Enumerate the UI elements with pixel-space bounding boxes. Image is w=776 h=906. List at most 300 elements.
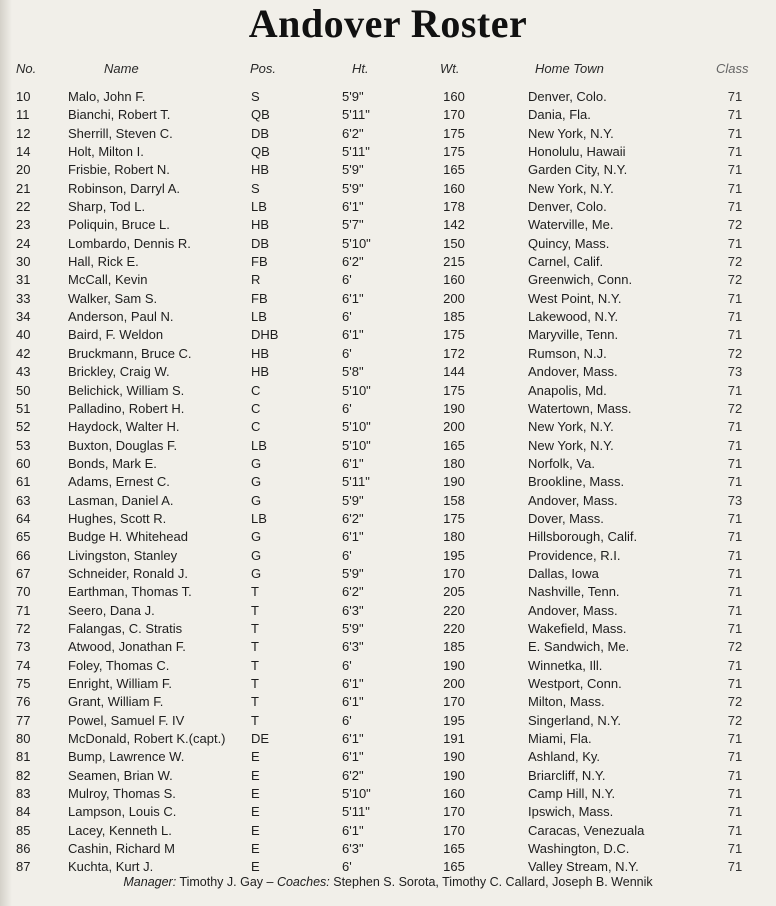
player-class: 71 (727, 382, 743, 398)
table-row (0, 125, 776, 143)
player-class: 72 (727, 639, 743, 655)
player-name: Sherrill, Steven C. (68, 125, 173, 141)
staff-footer (0, 875, 776, 889)
player-position: QB (251, 144, 270, 160)
player-weight: 205 (443, 584, 465, 600)
player-name: Poliquin, Bruce L. (68, 217, 170, 233)
player-name: Hall, Rick E. (68, 254, 139, 270)
player-number: 34 (16, 309, 31, 325)
player-home-town: Westport, Conn. (528, 676, 622, 691)
player-number: 60 (16, 455, 31, 471)
table-row (0, 143, 776, 161)
player-class: 72 (727, 345, 743, 361)
player-position: E (251, 749, 260, 765)
table-row (0, 437, 776, 455)
player-weight: 185 (443, 639, 465, 655)
player-position: FB (251, 254, 268, 270)
player-position: E (251, 804, 260, 820)
player-number: 22 (16, 199, 31, 215)
table-row (0, 840, 776, 858)
player-position: T (251, 584, 259, 600)
player-weight: 220 (443, 620, 465, 636)
player-height: 5'9" (342, 565, 364, 581)
player-home-town: Hillsborough, Calif. (528, 529, 638, 545)
player-name: Sharp, Tod L. (68, 199, 146, 215)
player-class: 71 (727, 162, 743, 178)
player-weight: 175 (443, 144, 465, 160)
player-class: 71 (727, 657, 743, 673)
table-row (0, 290, 776, 308)
table-row (0, 638, 776, 656)
player-home-town: Lakewood, N.Y. (528, 309, 619, 325)
player-class: 72 (727, 712, 743, 728)
footer-separator: – (266, 875, 274, 889)
player-height: 6' (342, 272, 352, 288)
player-height: 6'1" (342, 327, 364, 343)
player-name: Grant, William F. (68, 694, 164, 710)
player-weight: 200 (443, 419, 465, 435)
player-class: 71 (727, 144, 743, 160)
player-home-town: Garden City, N.Y. (528, 162, 628, 178)
player-name: Budge H. Whitehead (68, 529, 188, 545)
player-height: 5'9" (342, 89, 364, 104)
player-height: 6' (342, 712, 352, 728)
player-name: Cashin, Richard M (68, 841, 175, 857)
header-no: No. (16, 61, 37, 76)
player-number: 83 (16, 786, 31, 802)
player-height: 5'11" (342, 474, 370, 490)
player-class: 72 (727, 217, 743, 233)
player-position: HB (251, 345, 270, 361)
player-position: T (251, 712, 259, 728)
player-height: 6' (342, 859, 352, 875)
player-class: 71 (727, 676, 743, 691)
player-home-town: Caracas, Venezuala (528, 822, 645, 838)
player-name: Enright, William F. (68, 676, 173, 691)
player-height: 6'1" (342, 455, 364, 471)
player-home-town: Providence, R.I. (528, 547, 621, 563)
player-number: 76 (16, 694, 31, 710)
table-row (0, 767, 776, 785)
player-home-town: Dover, Mass. (528, 510, 604, 526)
table-row (0, 400, 776, 418)
header-name: Name (104, 61, 139, 76)
player-position: T (251, 676, 259, 691)
player-home-town: Miami, Fla. (528, 731, 592, 747)
player-position: S (251, 180, 260, 196)
player-number: 81 (16, 749, 31, 765)
player-weight: 165 (443, 162, 465, 178)
player-weight: 185 (443, 309, 465, 325)
player-class: 71 (727, 419, 743, 435)
player-weight: 165 (443, 437, 465, 453)
table-row (0, 803, 776, 821)
player-height: 5'10" (342, 419, 371, 435)
player-height: 6' (342, 657, 352, 673)
player-home-town: Washington, D.C. (528, 841, 630, 857)
player-name: Schneider, Ronald J. (68, 565, 188, 581)
table-row (0, 216, 776, 234)
player-number: 30 (16, 254, 31, 270)
player-position: LB (251, 199, 267, 215)
player-class: 71 (727, 107, 743, 123)
player-name: Seamen, Brian W. (68, 767, 173, 783)
player-home-town: E. Sandwich, Me. (528, 639, 630, 655)
player-number: 85 (16, 822, 31, 838)
player-weight: 191 (443, 731, 465, 747)
player-position: G (251, 474, 262, 490)
player-number: 70 (16, 584, 31, 600)
player-height: 6'1" (342, 749, 364, 765)
table-row (0, 235, 776, 253)
player-height: 5'9" (342, 162, 364, 178)
player-name: Bianchi, Robert T. (68, 107, 171, 123)
player-height: 6'2" (342, 125, 364, 141)
player-name: Bump, Lawrence W. (68, 749, 185, 765)
player-class: 71 (727, 510, 743, 526)
player-home-town: Dania, Fla. (528, 107, 591, 123)
table-row (0, 712, 776, 730)
player-height: 6'1" (342, 529, 364, 545)
player-home-town: Dallas, Iowa (528, 565, 599, 581)
player-class: 71 (727, 529, 743, 545)
player-class: 71 (727, 620, 743, 636)
player-home-town: Singerland, N.Y. (528, 712, 621, 728)
player-number: 50 (16, 382, 31, 398)
player-class: 71 (727, 235, 743, 251)
table-row (0, 180, 776, 198)
player-class: 72 (727, 400, 743, 416)
player-home-town: Greenwich, Conn. (528, 272, 633, 288)
player-name: Seero, Dana J. (68, 602, 155, 618)
player-class: 71 (727, 290, 743, 306)
player-number: 51 (16, 400, 31, 416)
player-class: 72 (727, 272, 743, 288)
player-number: 66 (16, 547, 31, 563)
player-position: E (251, 767, 260, 783)
player-number: 75 (16, 676, 31, 691)
header-class: Class (716, 61, 749, 76)
player-weight: 165 (443, 841, 465, 857)
player-height: 5'11" (342, 804, 370, 820)
player-name: Atwood, Jonathan F. (68, 639, 186, 655)
player-name: Falangas, C. Stratis (68, 620, 183, 636)
player-home-town: Andover, Mass. (528, 602, 618, 618)
player-name: Lasman, Daniel A. (68, 492, 174, 508)
table-row (0, 492, 776, 510)
player-class: 71 (727, 327, 743, 343)
player-height: 6' (342, 400, 352, 416)
player-class: 71 (727, 602, 743, 618)
player-weight: 175 (443, 510, 465, 526)
coaches-names: Stephen S. Sorota, Timothy C. Callard, Joseph B. Wennik (333, 875, 653, 889)
table-row (0, 657, 776, 675)
player-home-town: Rumson, N.J. (528, 345, 607, 361)
page-title: Andover Roster (248, 1, 528, 46)
player-number: 67 (16, 565, 31, 581)
player-weight: 215 (443, 254, 465, 270)
player-class: 72 (727, 254, 743, 270)
player-class: 71 (727, 437, 743, 453)
table-row (0, 510, 776, 528)
player-height: 6' (342, 309, 352, 325)
player-weight: 160 (443, 786, 465, 802)
player-height: 5'10" (342, 437, 371, 453)
player-number: 71 (16, 602, 31, 618)
player-home-town: Quincy, Mass. (528, 235, 610, 251)
player-name: Livingston, Stanley (68, 547, 178, 563)
player-height: 6' (342, 547, 352, 563)
player-weight: 165 (443, 859, 465, 875)
player-weight: 172 (443, 345, 465, 361)
player-height: 6'1" (342, 694, 364, 710)
player-weight: 142 (443, 217, 465, 233)
player-weight: 180 (443, 455, 465, 471)
player-height: 6'1" (342, 199, 364, 215)
player-number: 86 (16, 841, 31, 857)
player-height: 5'9" (342, 492, 364, 508)
player-home-town: Winnetka, Ill. (528, 657, 603, 673)
player-name: Frisbie, Robert N. (68, 162, 170, 178)
player-class: 71 (727, 565, 743, 581)
player-weight: 200 (443, 676, 465, 691)
player-position: LB (251, 510, 267, 526)
player-home-town: Valley Stream, N.Y. (528, 859, 639, 875)
player-class: 71 (727, 547, 743, 563)
table-row (0, 308, 776, 326)
player-name: Lampson, Louis C. (68, 804, 177, 820)
player-weight: 144 (443, 364, 465, 380)
player-home-town: Maryville, Tenn. (528, 327, 619, 343)
player-name: Kuchta, Kurt J. (68, 859, 154, 875)
player-name: Haydock, Walter H. (68, 419, 180, 435)
table-header (0, 61, 776, 81)
player-number: 43 (16, 364, 31, 380)
player-height: 6'1" (342, 290, 364, 306)
player-height: 5'8" (342, 364, 364, 380)
player-number: 64 (16, 510, 31, 526)
player-name: Walker, Sam S. (68, 290, 158, 306)
player-position: E (251, 822, 260, 838)
player-height: 6'1" (342, 822, 364, 838)
manager-label: Manager: (123, 875, 177, 889)
player-number: 23 (16, 217, 31, 233)
player-weight: 158 (443, 492, 465, 508)
player-position: HB (251, 364, 270, 380)
player-number: 20 (16, 162, 31, 178)
player-home-town: New York, N.Y. (528, 419, 614, 435)
player-weight: 200 (443, 290, 465, 306)
player-height: 5'9" (342, 620, 364, 636)
player-home-town: Waterville, Me. (528, 217, 614, 233)
player-position: G (251, 565, 262, 581)
player-number: 63 (16, 492, 31, 508)
table-row (0, 473, 776, 491)
player-home-town: Ashland, Ky. (528, 749, 601, 765)
header-ht: Ht. (352, 61, 369, 76)
player-name: Hughes, Scott R. (68, 510, 167, 526)
table-row (0, 382, 776, 400)
player-home-town: New York, N.Y. (528, 437, 614, 453)
table-row (0, 528, 776, 546)
header-wt: Wt. (440, 61, 460, 76)
player-number: 12 (16, 125, 31, 141)
player-number: 11 (16, 107, 30, 123)
table-row (0, 547, 776, 565)
player-position: G (251, 455, 262, 471)
player-position: C (251, 419, 261, 435)
table-row (0, 693, 776, 711)
player-height: 6'3" (342, 602, 364, 618)
player-class: 71 (727, 859, 743, 875)
player-home-town: New York, N.Y. (528, 125, 614, 141)
player-height: 6'3" (342, 639, 364, 655)
player-name: Brickley, Craig W. (68, 364, 170, 380)
table-row (0, 418, 776, 436)
player-class: 71 (727, 841, 743, 857)
player-number: 40 (16, 327, 31, 343)
player-number: 77 (16, 712, 31, 728)
table-row (0, 455, 776, 473)
player-home-town: Andover, Mass. (528, 364, 618, 380)
player-height: 5'11" (342, 107, 370, 123)
player-height: 6'2" (342, 254, 364, 270)
table-row (0, 198, 776, 216)
player-home-town: Ipswich, Mass. (528, 804, 614, 820)
player-class: 71 (727, 822, 743, 838)
table-row (0, 253, 776, 271)
player-class: 71 (727, 180, 743, 196)
player-position: T (251, 602, 259, 618)
player-home-town: Carnel, Calif. (528, 254, 604, 270)
player-position: R (251, 272, 261, 288)
player-name: Malo, John F. (68, 89, 146, 104)
player-home-town: Denver, Colo. (528, 89, 607, 104)
player-weight: 160 (443, 89, 465, 104)
player-home-town: Wakefield, Mass. (528, 620, 627, 636)
player-weight: 190 (443, 749, 465, 765)
table-row (0, 620, 776, 638)
player-weight: 190 (443, 474, 465, 490)
player-number: 61 (16, 474, 31, 490)
player-home-town: Briarcliff, N.Y. (528, 767, 606, 783)
player-number: 42 (16, 345, 31, 361)
player-home-town: Honolulu, Hawaii (528, 144, 626, 160)
player-position: T (251, 639, 259, 655)
player-class: 71 (727, 125, 743, 141)
coaches-label: Coaches: (276, 875, 330, 889)
player-name: Earthman, Thomas T. (68, 584, 192, 600)
player-number: 53 (16, 437, 31, 453)
player-class: 71 (727, 731, 743, 747)
player-height: 6'1" (342, 676, 364, 691)
table-row (0, 748, 776, 766)
player-home-town: Norfolk, Va. (528, 455, 595, 471)
player-weight: 180 (443, 529, 465, 545)
player-home-town: West Point, N.Y. (528, 290, 622, 306)
player-class: 71 (727, 749, 743, 765)
player-name: Lacey, Kenneth L. (68, 822, 172, 838)
player-height: 5'10" (342, 235, 371, 251)
player-number: 31 (16, 272, 31, 288)
player-position: G (251, 492, 262, 508)
player-class: 71 (727, 474, 743, 490)
player-number: 65 (16, 529, 31, 545)
player-home-town: Anapolis, Md. (528, 382, 607, 398)
player-name: Holt, Milton I. (68, 144, 144, 160)
player-weight: 170 (443, 804, 465, 820)
player-position: HB (251, 217, 270, 233)
manager-name: Timothy J. Gay (179, 875, 264, 889)
player-name: Powel, Samuel F. IV (68, 712, 185, 728)
player-weight: 170 (443, 694, 465, 710)
player-name: Adams, Ernest C. (68, 474, 170, 490)
player-position: C (251, 400, 261, 416)
player-name: McDonald, Robert K.(capt.) (68, 731, 226, 747)
player-weight: 170 (443, 565, 465, 581)
table-row (0, 363, 776, 381)
player-number: 73 (16, 639, 31, 655)
player-weight: 175 (443, 327, 465, 343)
player-weight: 190 (443, 767, 465, 783)
player-name: Mulroy, Thomas S. (68, 786, 176, 802)
player-name: Robinson, Darryl A. (68, 180, 180, 196)
player-class: 73 (727, 364, 743, 380)
player-position: DB (251, 235, 270, 251)
player-home-town: Nashville, Tenn. (528, 584, 620, 600)
player-weight: 160 (443, 180, 465, 196)
player-weight: 170 (443, 822, 465, 838)
player-name: Bruckmann, Bruce C. (68, 345, 192, 361)
player-position: E (251, 841, 260, 857)
player-number: 74 (16, 657, 31, 673)
player-height: 6'1" (342, 731, 364, 747)
player-height: 6' (342, 345, 352, 361)
player-height: 5'11" (342, 144, 370, 160)
player-home-town: Denver, Colo. (528, 199, 607, 215)
player-position: E (251, 859, 260, 875)
player-number: 82 (16, 767, 31, 783)
player-height: 5'9" (342, 180, 364, 196)
player-position: FB (251, 290, 268, 306)
player-name: Anderson, Paul N. (68, 309, 174, 325)
player-number: 33 (16, 290, 31, 306)
player-class: 73 (727, 492, 743, 508)
player-home-town: Watertown, Mass. (528, 400, 632, 416)
player-weight: 175 (443, 125, 465, 141)
player-name: Buxton, Douglas F. (68, 437, 178, 453)
player-class: 71 (727, 199, 743, 215)
table-row (0, 565, 776, 583)
player-number: 84 (16, 804, 31, 820)
header-home-town: Home Town (535, 61, 604, 76)
player-position: DB (251, 125, 270, 141)
header-pos: Pos. (250, 61, 277, 76)
player-class: 71 (727, 804, 743, 820)
player-class: 71 (727, 89, 743, 104)
player-number: 10 (16, 89, 31, 104)
player-position: DHB (251, 327, 279, 343)
player-position: S (251, 89, 260, 104)
table-row (0, 730, 776, 748)
player-position: E (251, 786, 260, 802)
table-row (0, 326, 776, 344)
player-home-town: Brookline, Mass. (528, 474, 625, 490)
player-class: 72 (727, 694, 743, 710)
table-row (0, 271, 776, 289)
player-class: 71 (727, 309, 743, 325)
player-class: 71 (727, 584, 743, 600)
